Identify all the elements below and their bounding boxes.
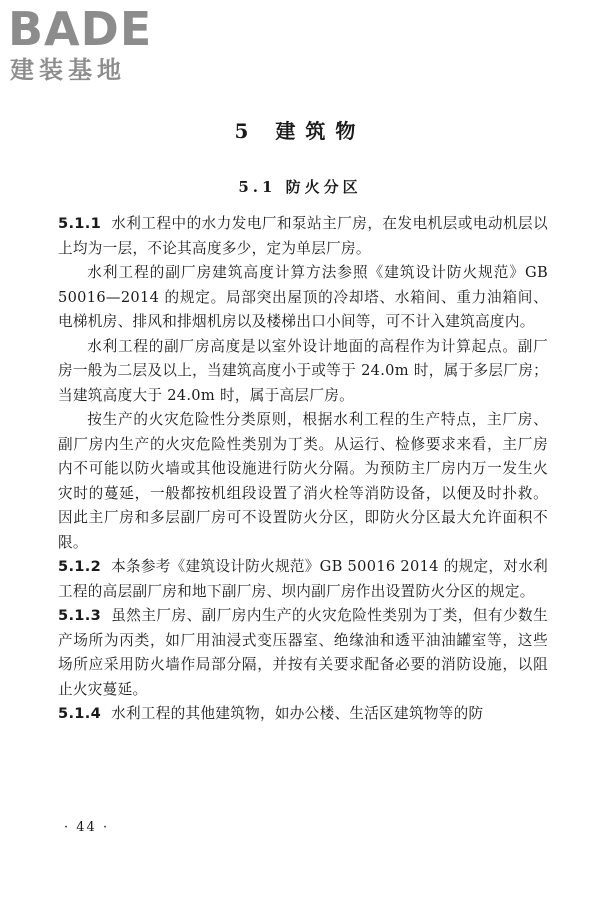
clause-text: 本条参考《建筑设计防火规范》GB 50016 2014 的规定，对水利工程的高层副厂房和地下副厂房、坝内副厂房作出设置防火分区的规定。 (58, 558, 548, 600)
section-title: 5.1 防火分区 (238, 178, 362, 196)
paragraph: 水利工程的副厂房高度是以室外设计地面的高程作为计算起点。副厂房一般为二层及以上，当建筑高度小于或等于 24.0m 时，属于多层厂房；当建筑高度大于 24.0m 时，属于高层厂房。 (58, 337, 548, 404)
brand-logo (8, 4, 178, 84)
clause-text: 水利工程的其他建筑物，如办公楼、生活区建筑物等的防 (111, 705, 484, 722)
paragraph: 水利工程的副厂房建筑高度计算方法参照《建筑设计防火规范》GB 50016—2014 的规定。局部突出屋顶的冷却塔、水箱间、重力油箱间、电梯机房、排风和排烟机房以及楼梯出口小间等，可不计入建筑高度内。 (58, 264, 548, 330)
clause-5-1-3 (58, 604, 548, 702)
logo-brand-text: BADE (8, 2, 153, 56)
clause-number: 5.1.1 (58, 215, 102, 232)
clause-5-1-1 (58, 212, 548, 261)
paragraph: 按生产的火灾危险性分类原则，根据水利工程的生产特点，主厂房、副厂房内生产的火灾危险性类别为丁类。从运行、检修要求来看，主厂房内不可能以防火墙或其他设施进行防火分隔。为预防主厂房内万一发生火灾时的蔓延，一般都按机组段设置了消火栓等消防设备，以便及时扑救。因此主厂房和多层副厂房可不设置防火分区，即防火分区最大允许面积不限。 (58, 411, 548, 551)
clause-5-1-4 (58, 702, 548, 727)
document-body (58, 212, 548, 727)
chapter-title: 5 建筑物 (234, 119, 366, 143)
page-number: · 44 · (64, 820, 110, 835)
clause-text: 虽然主厂房、副厂房内生产的火灾危险性类别为丁类，但有少数生产场所为丙类，如厂用油浸式变压器室、绝缘油和透平油油罐室等，这些场所应采用防火墙作局部分隔，并按有关要求配备必要的消防设施，以阻止火灾蔓延。 (58, 607, 548, 698)
logo-subtitle: 建装基地 (10, 56, 126, 84)
clause-number: 5.1.3 (58, 607, 102, 624)
clause-5-1-2 (58, 555, 548, 604)
clause-number: 5.1.2 (58, 558, 102, 575)
clause-number: 5.1.4 (58, 705, 102, 722)
clause-text: 水利工程中的水力发电厂和泵站主厂房，在发电机层或电动机层以上均为一层，不论其高度多少，定为单层厂房。 (58, 215, 548, 257)
